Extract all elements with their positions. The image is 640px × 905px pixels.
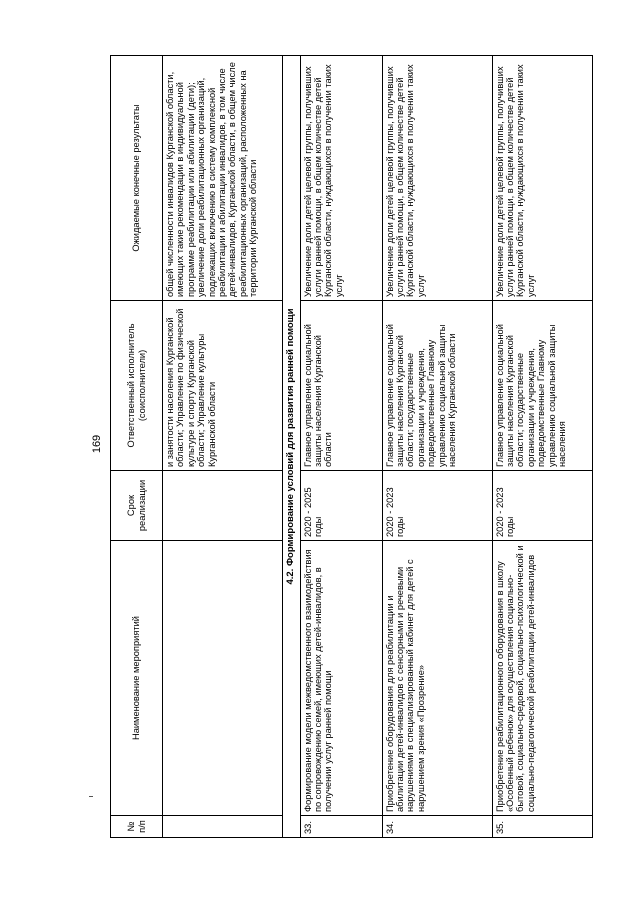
measures-table: [110, 55, 593, 838]
scan-mark: [89, 796, 93, 797]
row-num: 34.: [382, 816, 492, 838]
cont-results: общей численности инвалидов Курганской области, имеющих такие рекомендации в индивидуальной программе реабилитации или абилитации (дети); увеличение доли реабилитационных организаций, подлежащих включению в систему комплексной реабилитации и абилитации инвалидов, в том числе детей-инвалидов, Курганской области, в общем числе реабилитационных организаций, расположенных на территории Курганской области: [163, 56, 283, 301]
cont-num: [163, 816, 283, 838]
row-num: 33.: [300, 816, 382, 838]
row-name: Приобретение оборудования для реабилитации и абилитации детей-инвалидов с сенсорными и речевыми нарушениями в специализированный кабинет для детей с нарушением зрения «Прозрение»: [382, 541, 492, 816]
table-row: [492, 56, 592, 838]
header-results: Ожидаемые конечные результаты: [111, 56, 163, 301]
header-num: № п/п: [111, 816, 163, 838]
cont-name: [163, 541, 283, 816]
table-row: [382, 56, 492, 838]
row-executor: Главное управление социальной защиты населения Курганской области; государственные организации и учреждения, подведомственные Главному управлению социальной защиты населения Курганской области: [382, 301, 492, 471]
continuation-row: [163, 56, 283, 838]
row-results: Увеличение доли детей целевой группы, получивших услуги ранней помощи, в общем количестве детей Курганской области, нуждающихся в получении таких услуг: [300, 56, 382, 301]
cont-term: [163, 471, 283, 541]
cont-executor: и занятости населения Курганской области; Управление по физической культуре и спорту Курганской области; Управление культуры Курганской области: [163, 301, 283, 471]
row-term: 2020 - 2023 годы: [382, 471, 492, 541]
section-row: [283, 56, 301, 838]
section-title: 4.2. Формирование условий для развития ранней помощи: [283, 56, 301, 838]
row-executor: Главное управление социальной защиты населения Курганской области; государственные организации и учреждения, подведомственные Главному управлению социальной защиты населения: [492, 301, 592, 471]
row-executor: Главное управление социальной защиты населения Курганской области: [300, 301, 382, 471]
header-term: Срок реализации: [111, 471, 163, 541]
row-name: Приобретение реабилитационного оборудования в школу «Особенный ребенок» для осуществления социально-бытовой, социально-средовой, социально-психологической и социально-педагогической реабилитации детей-инвалидов: [492, 541, 592, 816]
row-term: 2020 - 2025 годы: [300, 471, 382, 541]
row-num: 35.: [492, 816, 592, 838]
row-results: Увеличение доли детей целевой группы, получивших услуги ранней помощи, в общем количестве детей Курганской области, нуждающихся в получении таких услуг: [382, 56, 492, 301]
page-number: 169: [91, 434, 104, 454]
table-container: [110, 56, 598, 838]
row-results: Увеличение доли детей целевой группы, получивших услуги ранней помощи, в общем количестве детей Курганской области, нуждающихся в получении таких услуг: [492, 56, 592, 301]
table-header-row: [111, 56, 163, 838]
table-row: [300, 56, 382, 838]
row-name: Формирование модели межведомственного взаимодействия по сопровождению семей, имеющих детей-инвалидов, в получении услуг ранней помощи: [300, 541, 382, 816]
row-term: 2020 - 2023 годы: [492, 471, 592, 541]
header-executor: Ответственный исполнитель (соисполнители): [111, 301, 163, 471]
header-name: Наименование мероприятий: [111, 541, 163, 816]
rotated-table-frame: [110, 56, 598, 838]
